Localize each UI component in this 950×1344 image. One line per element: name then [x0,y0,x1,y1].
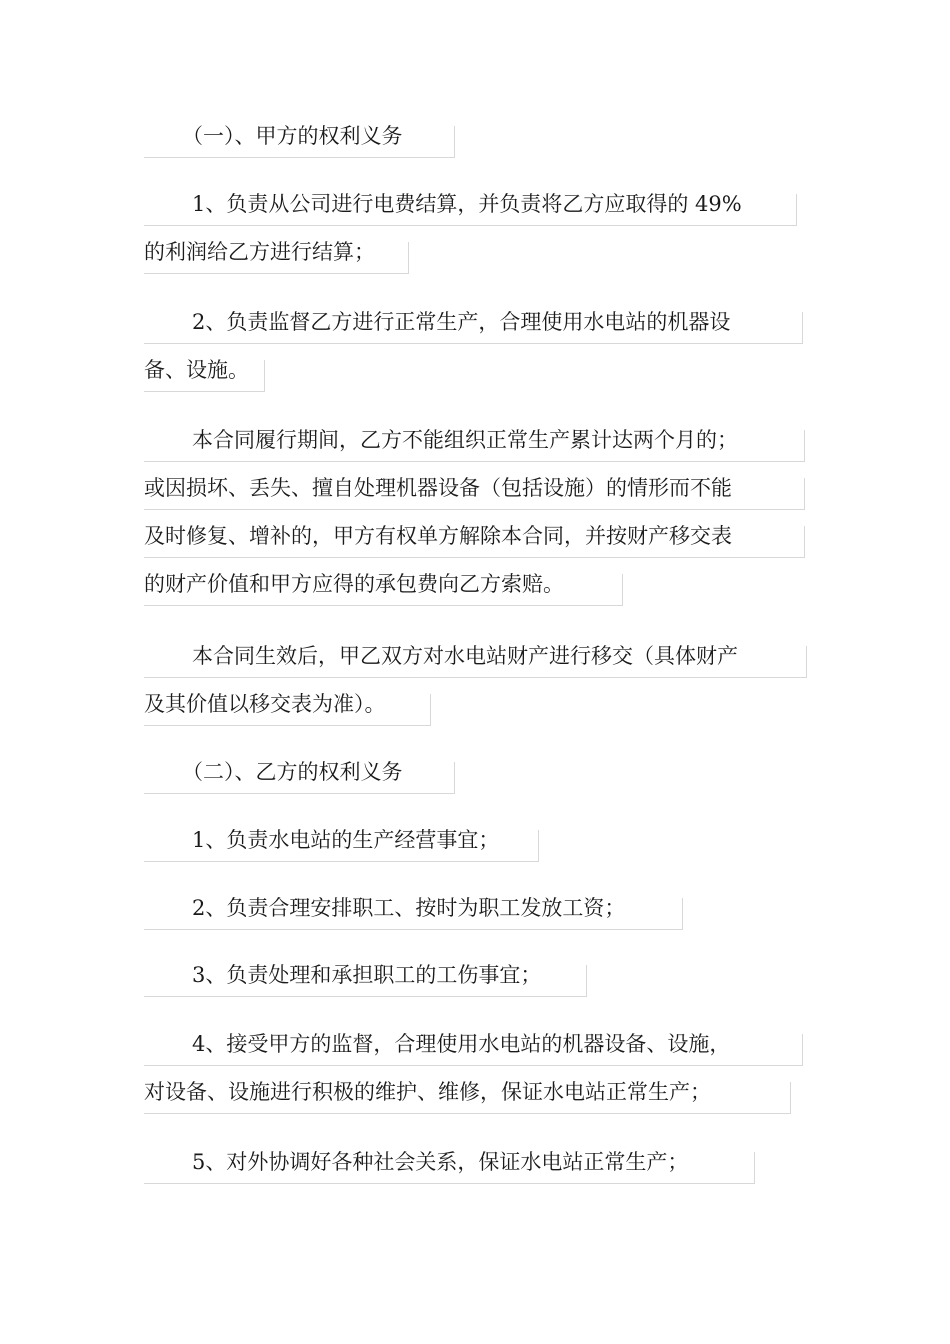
section-a-item-2 [144,298,730,394]
paragraph-line: 1、负责水电站的生产经营事宜； [192,828,500,852]
section-b-item-4 [144,1020,730,1116]
section-b-item-2 [144,884,625,932]
section-b-item-3 [144,951,541,999]
handover-clause [144,632,738,728]
section-a-heading [144,112,403,160]
paragraph-line: 及其价值以移交表为准）。 [144,692,386,716]
section-b-item-1 [144,816,499,864]
section-b-heading [144,748,403,796]
paragraph-line: 的财产价值和甲方应得的承包费向乙方索赔。 [144,572,564,596]
paragraph-line: 1、负责从公司进行电费结算，并负责将乙方应取得的 49% [192,192,742,216]
paragraph-line: 及时修复、增补的，甲方有权单方解除本合同，并按财产移交表 [144,524,732,548]
paragraph-line: 4、接受甲方的监督，合理使用水电站的机器设备、设施， [192,1032,731,1056]
paragraph-line: 本合同履行期间，乙方不能组织正常生产累计达两个月的； [192,428,738,452]
termination-clause [144,416,738,608]
section-b-heading-text: （二）、乙方的权利义务 [182,760,403,784]
paragraph-line: 5、对外协调好各种社会关系，保证水电站正常生产； [192,1150,689,1174]
paragraph-line: 对设备、设施进行积极的维护、维修，保证水电站正常生产； [144,1080,711,1104]
paragraph-line: 2、负责监督乙方进行正常生产，合理使用水电站的机器设 [192,310,731,334]
paragraph-line: 备、设施。 [144,358,249,382]
paragraph-line: 本合同生效后，甲乙双方对水电站财产进行移交（具体财产 [192,644,738,668]
section-b-item-5 [144,1138,688,1186]
paragraph-line: 3、负责处理和承担职工的工伤事宜； [192,963,542,987]
paragraph-line: 的利润给乙方进行结算； [144,240,375,264]
section-a-heading-text: （一）、甲方的权利义务 [182,124,403,148]
paragraph-line: 2、负责合理安排职工、按时为职工发放工资； [192,896,626,920]
section-a-item-1 [144,180,742,276]
paragraph-line: 或因损坏、丢失、擅自处理机器设备（包括设施）的情形而不能 [144,476,732,500]
